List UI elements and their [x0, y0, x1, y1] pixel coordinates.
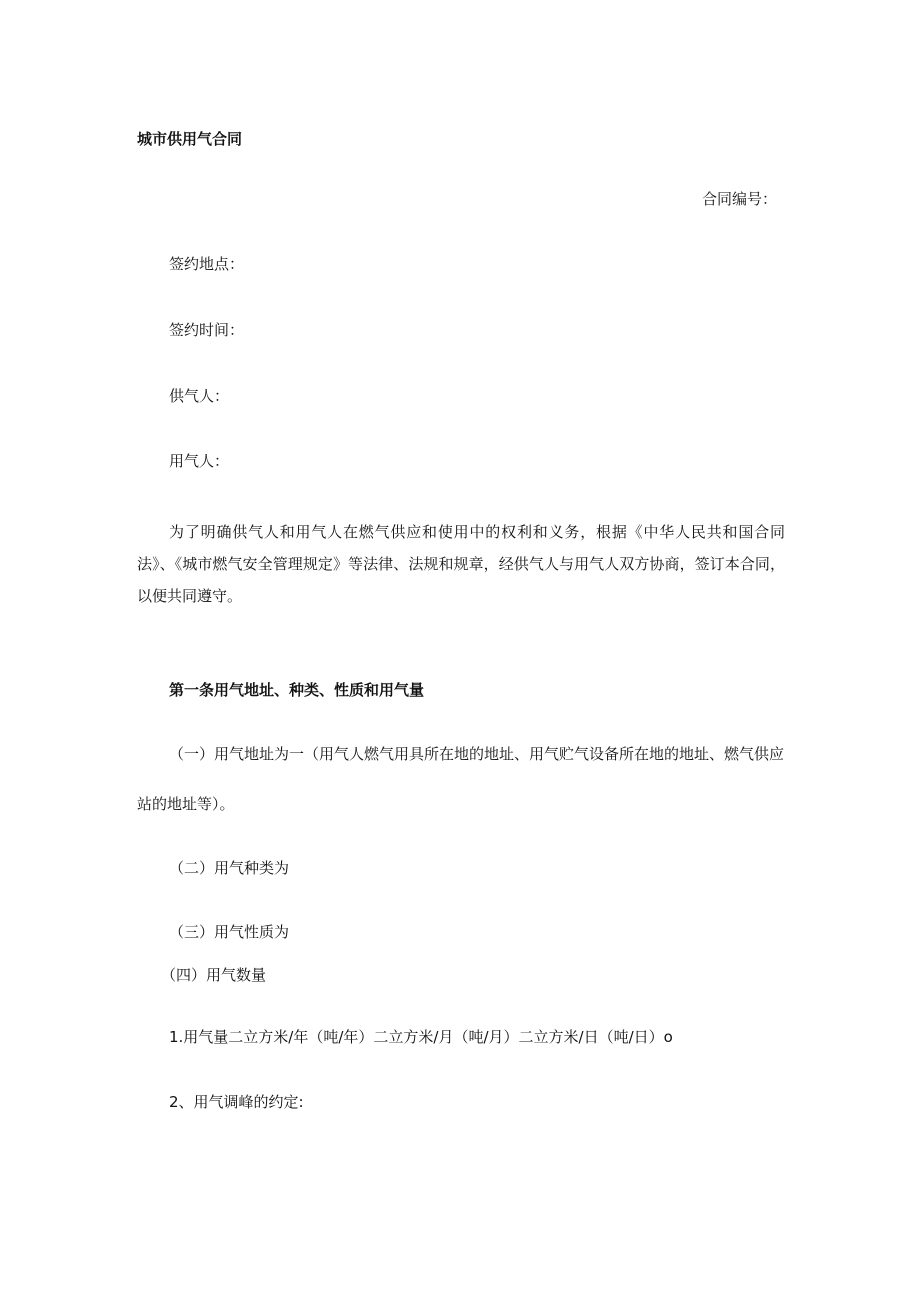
signing-place-label: 签约地点：: [169, 255, 245, 273]
article-1-item-3: （三）用气性质为: [169, 923, 290, 941]
signing-time-label: 签约时间：: [169, 321, 245, 339]
article-1-item-2: （二）用气种类为: [169, 859, 290, 877]
supplier-label: 供气人：: [169, 387, 230, 405]
contract-number-label: 合同编号：: [701, 190, 777, 208]
peak-shaving-clause: 2、用气调峰的约定:: [169, 1093, 304, 1111]
user-label: 用气人：: [169, 452, 230, 470]
page-title: 城市供用气合同: [137, 130, 243, 148]
article-1-heading: 第一条用气地址、种类、性质和用气量: [169, 681, 425, 699]
gas-volume-clause: 1.用气量二立方米/年（吨/年）二立方米/月（吨/月）二立方米/日（吨/日）o: [169, 1028, 673, 1046]
intro-paragraph: 为了明确供气人和用气人在燃气供应和使用中的权利和义务，根据《中华人民共和国合同法》、《城市燃气安全管理规定》等法律、法规和规章，经供气人与用气人双方协商，签订本合同，以便共同遵守。: [137, 523, 785, 605]
article-1-item-1: （一）用气地址为一（用气人燃气用具所在地的地址、用气贮气设备所在地的地址、燃气供应站的地址等）。: [137, 745, 785, 813]
article-1-item-4: （四）用气数量: [161, 966, 267, 984]
